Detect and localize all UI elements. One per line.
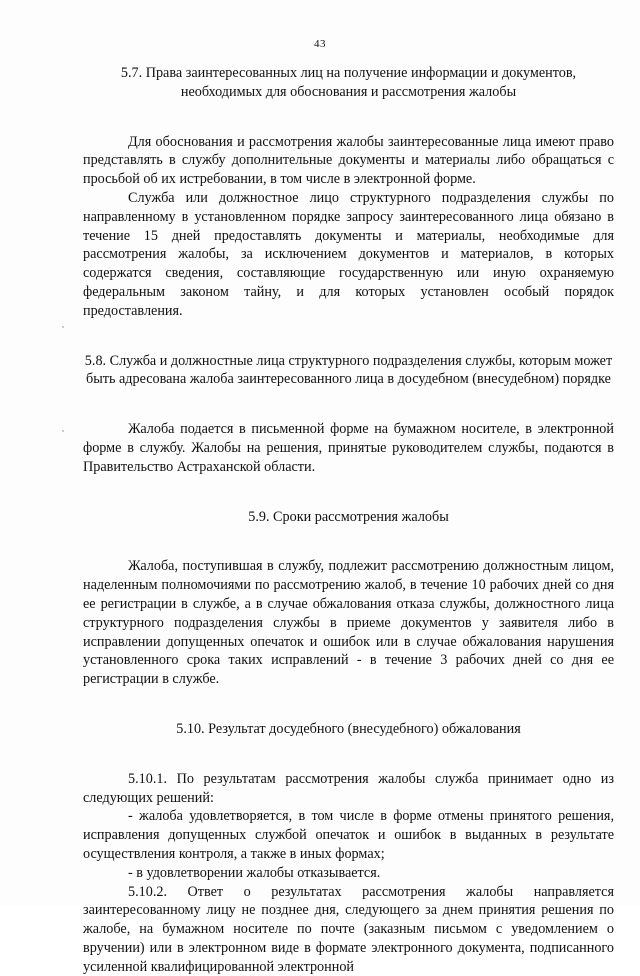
scan-mark (62, 326, 64, 328)
section-heading-5-9: 5.9. Сроки рассмотрения жалобы (83, 508, 614, 527)
paragraph: 5.10.1. По результатам рассмотрения жалобы служба принимает одно из следующих решений: (83, 770, 614, 808)
section-heading-5-10: 5.10. Результат досудебного (внесудебного) обжалования (83, 720, 614, 739)
page-number: 43 (0, 38, 640, 50)
paragraph: 5.10.2. Ответ о результатах рассмотрения жалобы направляется заинтересованному лицу не позднее дня, следующего за днем принятия решения по жалобе, на бумажном носителе по почте (заказным письмом с уведомлением о вручении) или в электронном виде в формате электронного документа, подписанного усиленной квалифицированной электронной (83, 883, 614, 976)
document-body (83, 64, 614, 976)
section-heading-5-8: 5.8. Служба и должностные лица структурного подразделения службы, которым может быть адресована жалоба заинтересованного лица в досудебном (внесудебном) порядке (83, 352, 614, 390)
paragraph: Жалоба подается в письменной форме на бумажном носителе, в электронной форме в службу. Жалобы на решения, принятые руководителем службы, подаются в Правительство Астраханской области. (83, 420, 614, 476)
paragraph: Жалоба, поступившая в службу, подлежит рассмотрению должностным лицом, наделенным полномочиями по рассмотрению жалоб, в течение 10 рабочих дней со дня ее регистрации в службе, а в случае обжалования отказа службы, должностного лица структурного подразделения службы в приеме документов у заявителя либо в исправлении допущенных опечаток и ошибок или в случае обжалования нарушения установленного срока таких исправлений - в течение 3 рабочих дней со дня ее регистрации в службе. (83, 557, 614, 689)
paragraph: Для обоснования и рассмотрения жалобы заинтересованные лица имеют право представлять в службу дополнительные документы и материалы либо обращаться с просьбой об их истребовании, в том числе в электронной форме. (83, 133, 614, 189)
scan-mark (62, 430, 64, 432)
section-heading-5-7: 5.7. Права заинтересованных лиц на получение информации и документов, необходимых для обоснования и рассмотрения жалобы (83, 64, 614, 102)
list-item: - жалоба удовлетворяется, в том числе в форме отмены принятого решения, исправления допущенных службой опечаток и ошибок в выданных в результате осуществления контроля, а также в иных формах; (83, 807, 614, 863)
paragraph: Служба или должностное лицо структурного подразделения службы по направленному в установленном порядке запросу заинтересованного лица обязано в течение 15 дней предоставлять документы и материалы, необходимые для рассмотрения жалобы, за исключением документов и материалов, в которых содержатся сведения, составляющие государственную или иную охраняемую федеральным законом тайну, и для которых установлен особый порядок предоставления. (83, 189, 614, 321)
list-item: - в удовлетворении жалобы отказывается. (83, 864, 614, 883)
